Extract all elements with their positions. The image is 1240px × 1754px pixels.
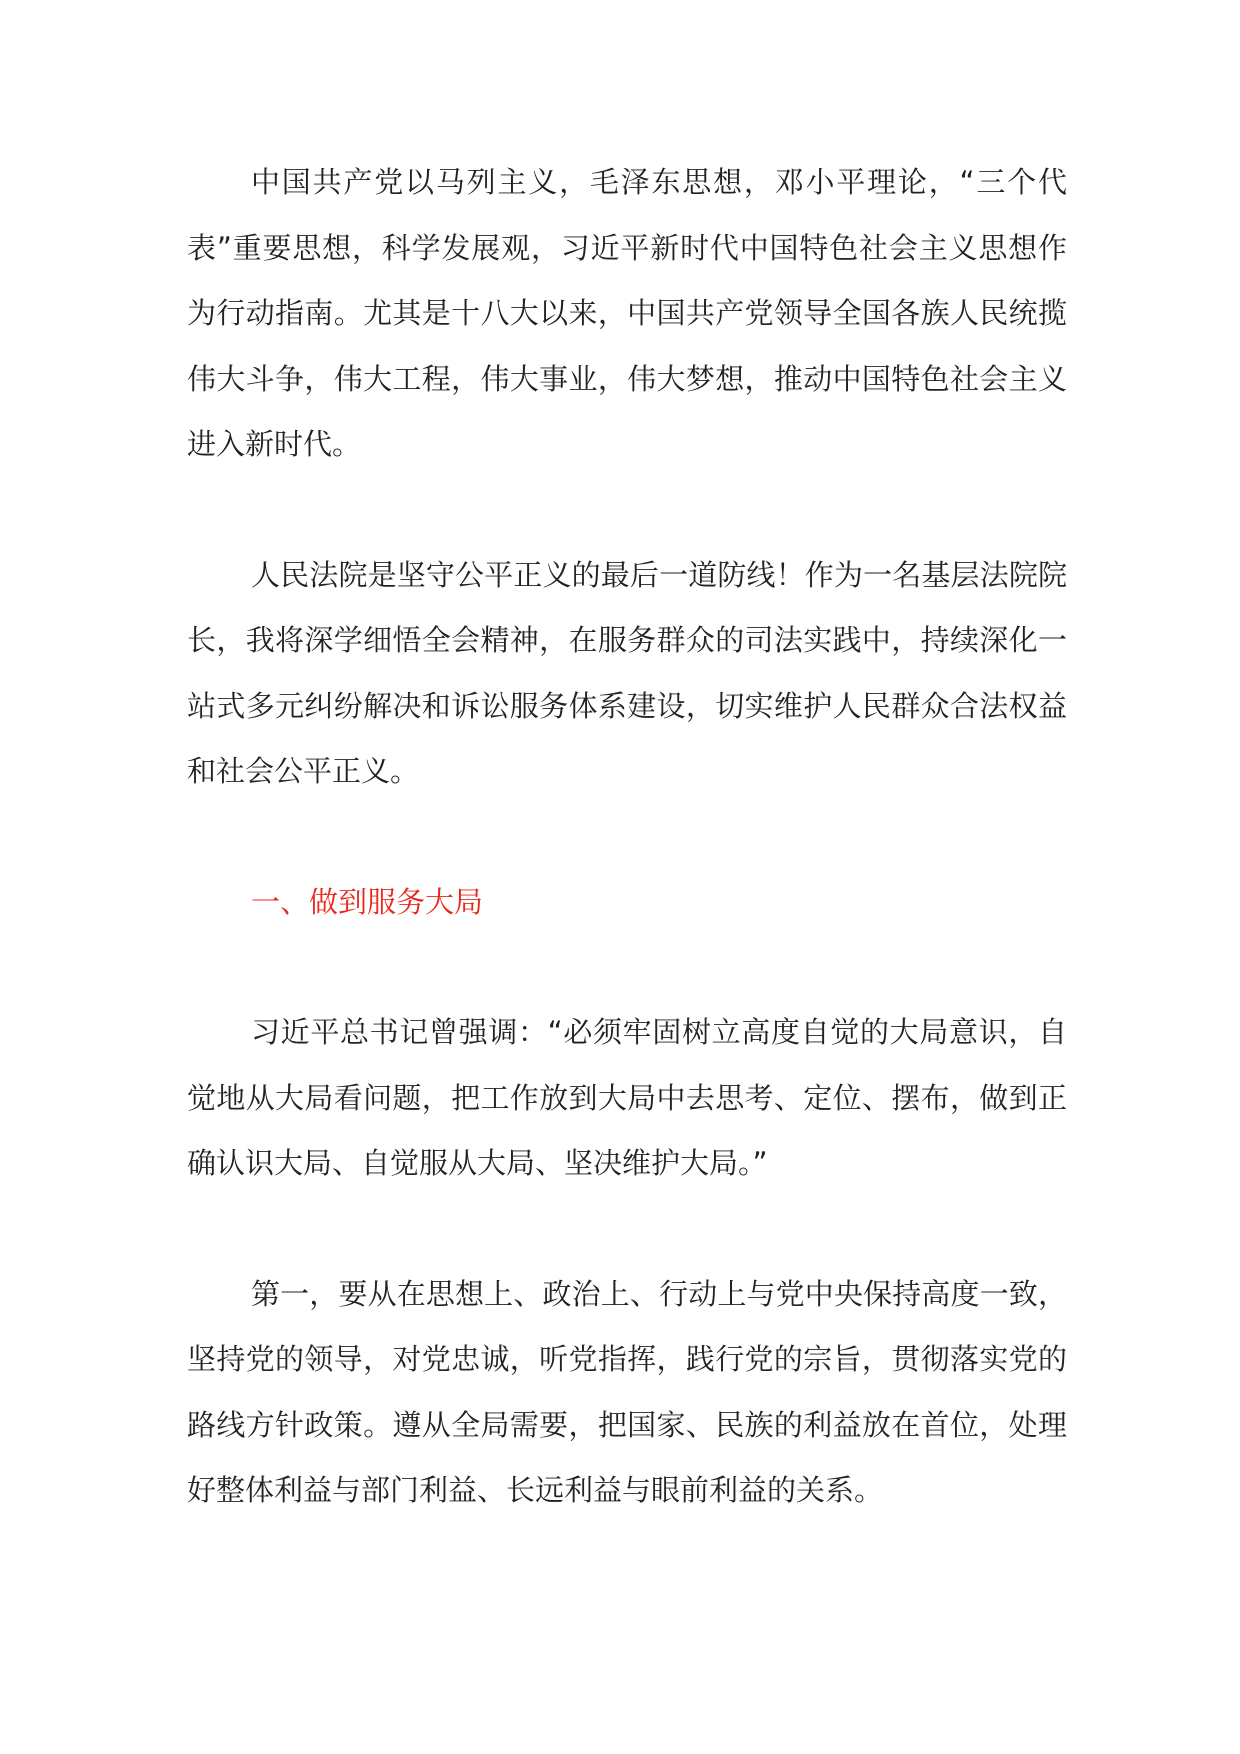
paragraph-first-point: 第一，要从在思想上、政治上、行动上与党中央保持高度一致，坚持党的领导，对党忠诚，听党指挥，践行党的宗旨，贯彻落实党的路线方针政策。遵从全局需要，把国家、民族的利益放在首位，处理好整体利益与部门利益、长远利益与眼前利益的关系。	[187, 1276, 1067, 1507]
document-body	[187, 150, 1067, 1589]
paragraph-court-mission: 人民法院是坚守公平正义的最后一道防线！作为一名基层法院院长，我将深学细悟全会精神，在服务群众的司法实践中，持续深化一站式多元纠纷解决和诉讼服务体系建设，切实维护人民群众合法权益和社会公平正义。	[187, 557, 1067, 788]
section-heading: 一、做到服务大局	[251, 884, 484, 919]
paragraph-party-guidance: 中国共产党以马列主义，毛泽东思想，邓小平理论，“三个代表”重要思想，科学发展观，习近平新时代中国特色社会主义思想作为行动指南。尤其是十八大以来，中国共产党领导全国各族人民统揽伟大斗争，伟大工程，伟大事业，伟大梦想，推动中国特色社会主义进入新时代。	[187, 165, 1067, 461]
paragraph-quote: 习近平总书记曾强调：“必须牢固树立高度自觉的大局意识，自觉地从大局看问题，把工作放到大局中去思考、定位、摆布，做到正确认识大局、自觉服从大局、坚决维护大局。”	[187, 1015, 1067, 1180]
